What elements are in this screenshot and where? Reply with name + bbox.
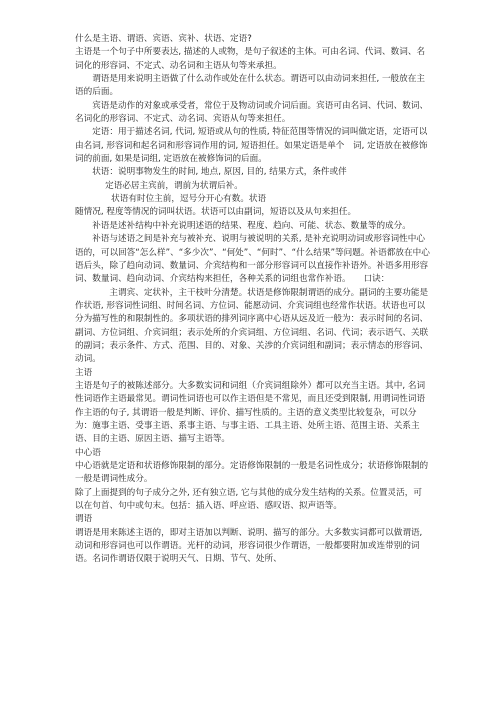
paragraph-question: 什么是主语、谓语、宾语、宾补、状语、定语? [75,34,252,44]
paragraph-adverbial-order: 主谓宾、定状补，主干枝叶分清楚。状语是修饰限制谓语的成分。副词的主要功能是作状语, 形容词性词组、时间名词、方位词、能愿动词、介宾词组也经常作状语。状语也可以分为描写性的和限制性的。多项状语的排列词序离中心语从远及近一般为：表示时间的名词、副词、方位词组、介宾词组；表示处所的介宾词组、方位词组、名词、代词；表示语气、关联的副词；表示条件、方式、范围、目的、对象、关涉的介宾词组和副词；表示情态的形容词、动词。 [75,287,429,365]
paragraph-attribute-definition: 定语：用于描述名词, 代词, 短语或从句的性质, 特征范围等情况的词叫做定语，定语可以由名词, 形容词和起名词和形容词作用的词, 短语担任。如果定语是单个 词, 定语放在被修饰词的前面, 如果是词组, 定语放在被修饰词的后面。 [75,127,428,165]
heading-subject: 主语 [75,367,93,378]
paragraph-subject-definition: 主语是一个句子中所要表达, 描述的人或物，是句子叙述的主体。可由名词、代词、数词、名词化的形容词、不定式、动名词和主语从句等来承担。 [75,47,426,71]
paragraph-head-word-detail: 中心语就是定语和状语修饰限制的部分。定语修饰限制的一般是名词性成分；状语修饰限制的一般是谓词性成分。 [75,461,429,485]
paragraph-complement-relation: 补语与述语之间是补充与被补充、说明与被说明的关系, 是补充说明动词或形容词性中心语的，可以回答“怎么样”、“多少次”、“何处”、“何时”、“什么结果”等问题。补语都放在中心语后头，除了趋向动词、数量词、介宾结构和一部分形容词可以直接作补语外。补语多用形容词、数量词、趋向动词、介宾结构来担任，各种关系的词组也常作补语。 口诀： [75,234,430,285]
paragraph-subject-detail: 主语是句子的被陈述部分。大多数实词和词组（介宾词组除外）都可以充当主语。其中, 名词性词语作主语最常见。谓词性词语也可以作主语但是不常见，而且还受到限制, 用谓词性词语作主语的句子, 其谓语一般是判断、评价、描写性质的。主语的意义类型比较复杂，可以分为：施事主语、受事主语、系事主语、与事主语、工具主语、处所主语、范围主语、关系主语、目的主语、原因主语、描写主语等。 [75,380,426,445]
paragraph-adverbial-continued: 随情况, 程度等情况的词叫状语。状语可以由副词，短语以及从句来担任。 [75,207,357,218]
paragraph-predicate-detail: 谓语是用来陈述主语的，即对主语加以判断、说明、描写的部分。大多数实词都可以做谓语, 动词和形容词也可以作谓语。光杆的动词，形容词很少作谓语，一般都要附加或连带别的词语。名词作谓语仅限于说明天气、日期、节气、处所、 [75,527,423,565]
heading-head-word: 中心语 [75,447,101,458]
paragraph-mnemonic-1: 定语必居主宾前，谓前为状谓后补。 [105,180,243,191]
document-body [75,33,430,567]
paragraph-adverbial-definition: 状语：说明事物发生的时间, 地点, 原因, 目的, 结果方式，条件或伴 [92,167,347,178]
heading-predicate: 谓语 [75,514,93,525]
paragraph-complement-definition: 补语是述补结构中补充说明述语的结果、程度、趋向、可能、状态、数量等的成分。 [92,220,411,231]
paragraph-object-definition: 宾语是动作的对象或承受者，常位于及物动词或介词后面。宾语可由名词、代词、数词、名词化的形容词、不定式、动名词、宾语从句等来担任。 [75,100,429,125]
paragraph-mnemonic-2: 状语有时位主前，逗号分开心有数。状语 [111,194,267,205]
paragraph-predicate-definition: 谓语是用来说明主语做了什么动作或处在什么状态。谓语可以由动词来担任, 一般放在主语的后面。 [75,74,426,98]
paragraph-independent-element: 除了上面提到的句子成分之外, 还有独立语, 它与其他的成分发生结构的关系。位置灵活，可以在句首、句中或句末。包括：插入语、呼应语、感叹语、拟声语等。 [75,487,422,512]
